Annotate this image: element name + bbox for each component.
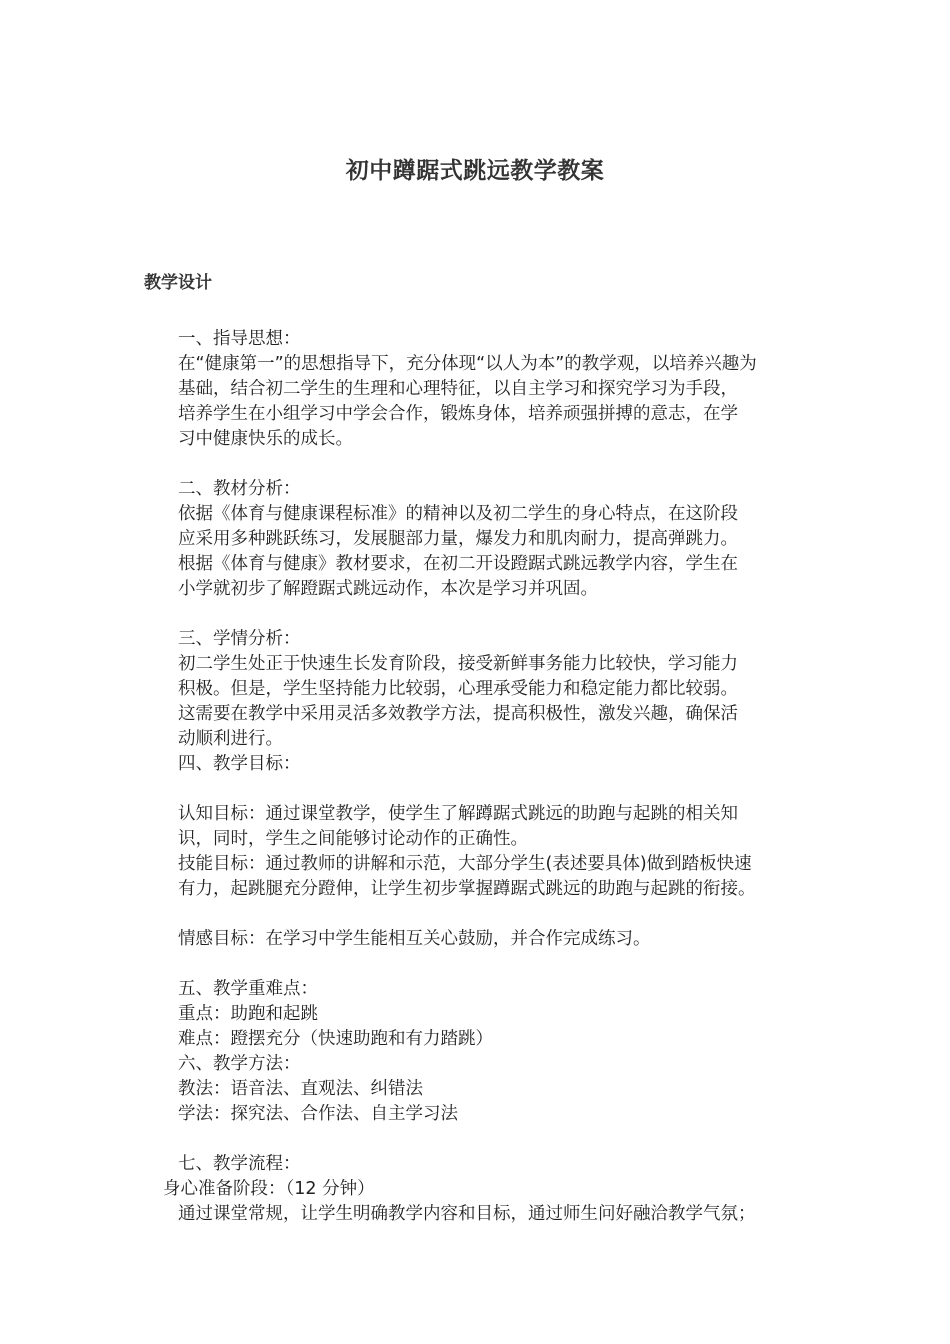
paragraph-line: 通过课堂常规，让学生明确教学内容和目标，通过师生问好融洽教学气氛； [178,1204,756,1224]
paragraph-line: 难点：蹬摆充分（快速助跑和有力踏跳） [178,1029,493,1049]
paragraph-line: 教法：语音法、直观法、纠错法 [178,1079,423,1099]
paragraph-line: 习中健康快乐的成长。 [178,429,353,449]
paragraph-line: 依据《体育与健康课程标准》的精神以及初二学生的身心特点，在这阶段 [178,504,738,524]
heading-key-difficult-points: 五、教学重难点： [178,979,318,999]
paragraph-line: 动顺利进行。 [178,729,283,749]
paragraph-line: 重点：助跑和起跳 [178,1004,318,1024]
paragraph-line: 有力，起跳腿充分蹬伸，让学生初步掌握蹲踞式跳远的助跑与起跳的衔接。 [178,879,756,899]
paragraph-line: 这需要在教学中采用灵活多效教学方法，提高积极性，激发兴趣，确保活 [178,704,738,724]
paragraph-line: 在“健康第一”的思想指导下，充分体现“以人为本”的教学观，以培养兴趣为 [178,354,757,374]
paragraph-line: 培养学生在小组学习中学会合作，锻炼身体，培养顽强拼搏的意志，在学 [178,404,738,424]
paragraph-line: 初二学生处正于快速生长发育阶段，接受新鲜事务能力比较快，学习能力 [178,654,738,674]
paragraph-line: 认知目标：通过课堂教学，使学生了解蹲踞式跳远的助跑与起跳的相关知 [178,804,738,824]
heading-guiding-ideology: 一、指导思想： [178,329,301,349]
heading-material-analysis: 二、教材分析： [178,479,301,499]
heading-teaching-objectives: 四、教学目标： [178,754,301,774]
paragraph-line: 积极。但是，学生坚持能力比较弱，心理承受能力和稳定能力都比较弱。 [178,679,738,699]
heading-teaching-methods: 六、教学方法： [178,1054,301,1074]
document-title: 初中蹲踞式跳远教学教案 [345,158,605,184]
heading-teaching-process: 七、教学流程： [178,1154,301,1174]
paragraph-line: 识，同时，学生之间能够讨论动作的正确性。 [178,829,528,849]
heading-student-analysis: 三、学情分析： [178,629,301,649]
paragraph-line: 学法：探究法、合作法、自主学习法 [178,1104,458,1124]
paragraph-line: 小学就初步了解蹬踞式跳远动作，本次是学习并巩固。 [178,579,598,599]
section-heading-teaching-design: 教学设计 [144,273,212,293]
paragraph-line: 基础，结合初二学生的生理和心理特征，以自主学习和探究学习为手段， [178,379,738,399]
paragraph-line: 技能目标：通过教师的讲解和示范，大部分学生(表述要具体)做到踏板快速 [178,854,752,874]
paragraph-line: 应采用多种跳跃练习，发展腿部力量，爆发力和肌肉耐力，提高弹跳力。 [178,529,738,549]
paragraph-line: 根据《体育与健康》教材要求，在初二开设蹬踞式跳远教学内容，学生在 [178,554,738,574]
paragraph-line: 情感目标：在学习中学生能相互关心鼓励，并合作完成练习。 [178,929,651,949]
paragraph-line: 身心准备阶段：（12 分钟） [163,1179,375,1199]
